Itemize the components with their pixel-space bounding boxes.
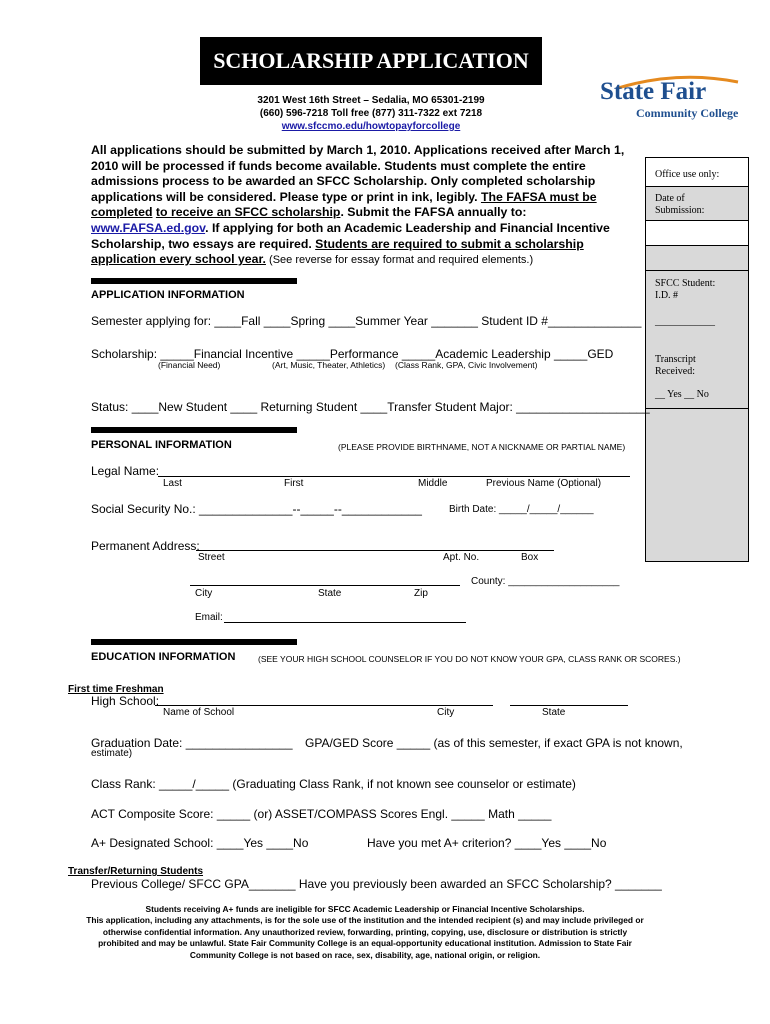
instructions-paragraph — [91, 143, 631, 269]
college-logo — [598, 70, 748, 122]
academic-note: (Class Rank, GPA, Civic Involvement) — [395, 360, 538, 370]
previous-name-label: Previous Name (Optional) — [486, 478, 602, 489]
date-submission-cell — [646, 186, 748, 216]
fafsa-required-text: The FAFSA must be completed — [91, 189, 597, 220]
city-label: City — [195, 588, 213, 599]
transcript-yes-no[interactable]: __ Yes __ No — [655, 389, 709, 400]
section-bar — [91, 639, 297, 645]
sfcc-scholarship-text: to receive an SFCC scholarship — [155, 205, 341, 220]
aplus-notice: Students receiving A+ funds are ineligible for SFCC Academic Leadership or Financial Incentive Scholarships. — [145, 904, 585, 914]
high-school-field[interactable] — [155, 705, 493, 706]
high-school-state-field[interactable] — [510, 705, 628, 706]
legal-name-label: Legal Name: — [91, 464, 160, 478]
college-url-link[interactable]: www.sfccmo.edu/howtopayforcollege — [281, 121, 461, 132]
apt-label: Apt. No. — [443, 552, 480, 563]
financial-need-note: (Financial Need) — [158, 360, 221, 370]
first-time-freshman-heading: First time Freshman — [68, 684, 164, 695]
previous-college-field[interactable]: Previous College/ SFCC GPA_______ Have you previously been awarded an SFCC Scholarship? _______ — [91, 877, 662, 891]
permanent-address-label: Permanent Address: — [91, 539, 200, 553]
intro-text-2: . Submit the FAFSA annually to: — [340, 205, 527, 220]
state-label: State — [318, 588, 342, 599]
personal-heading: PERSONAL INFORMATION — [91, 439, 232, 451]
class-rank-field[interactable]: Class Rank: _____/_____ (Graduating Class Rank, if not known see counselor or estimate) — [91, 777, 576, 791]
address-line: 3201 West 16th Street – Sedalia, MO 65301-2199 — [257, 95, 485, 106]
divider — [646, 270, 748, 272]
email-label: Email: — [195, 612, 223, 623]
divider-2 — [646, 408, 748, 410]
performance-note: (Art, Music, Theater, Athletics) — [272, 360, 386, 370]
zip-label: Zip — [414, 588, 428, 599]
semester-row[interactable]: Semester applying for: ____Fall ____Spring ____Summer Year _______ Student ID #______________ — [91, 314, 642, 328]
email-field[interactable] — [224, 622, 466, 623]
high-school-label: High School: — [91, 694, 160, 708]
every-year-text: Students are required to submit a scholarship application every school year. — [91, 236, 584, 267]
county-field[interactable]: County: ____________________ — [471, 576, 620, 587]
graduation-date-field[interactable]: Graduation Date: ________________ — [91, 736, 293, 750]
ssn-field[interactable]: Social Security No.: ______________--_____--____________ — [91, 502, 422, 516]
birth-date-field[interactable]: Birth Date: _____/_____/______ — [449, 504, 594, 515]
received-label: Received: — [655, 366, 695, 377]
student-id-cell — [646, 276, 748, 327]
transcript-label: Transcript — [655, 354, 696, 365]
id-blank[interactable]: ____________ — [655, 316, 715, 327]
street-label: Street — [198, 552, 225, 563]
office-title: Office use only: — [655, 169, 720, 180]
id-label: I.D. # — [655, 290, 679, 301]
legal-name-field[interactable] — [158, 476, 630, 477]
education-heading: EDUCATION INFORMATION — [91, 651, 236, 663]
transcript-cell — [646, 352, 748, 400]
page-title: SCHOLARSHIP APPLICATION — [200, 37, 542, 85]
date-entry-cell[interactable] — [646, 220, 748, 246]
logo-community-college: Community College — [636, 106, 739, 120]
street-field[interactable] — [196, 550, 554, 551]
counselor-note: (SEE YOUR HIGH SCHOOL COUNSELOR IF YOU DO NOT KNOW YOUR GPA, CLASS RANK OR SCORES.) — [258, 654, 681, 664]
aplus-criterion-field[interactable]: Have you met A+ criterion? ____Yes ____No — [367, 836, 607, 850]
hs-state-label: State — [542, 707, 566, 718]
name-of-school-label: Name of School — [163, 707, 235, 718]
fafsa-link[interactable]: www.FAFSA.ed.gov — [91, 220, 206, 235]
application-heading: APPLICATION INFORMATION — [91, 289, 245, 301]
city-state-zip-field[interactable] — [190, 585, 460, 586]
gpa-field[interactable]: GPA/GED Score _____ (as of this semester, if exact GPA is not known, — [305, 736, 683, 750]
last-label: Last — [163, 478, 182, 489]
office-title-cell — [646, 158, 748, 187]
submission-label: Submission: — [655, 205, 705, 216]
birthname-note: (PLEASE PROVIDE BIRTHNAME, NOT A NICKNAME OR PARTIAL NAME) — [338, 442, 626, 452]
intro-text-3: . If applying for both an Academic Leadership and Financial Incentive Scholarship, two essays are required. — [91, 220, 610, 251]
section-bar — [91, 427, 297, 433]
status-row[interactable]: Status: ____New Student ____ Returning Student ____Transfer Student Major: ____________________ — [91, 400, 650, 414]
scholarship-row[interactable]: Scholarship: _____Financial Incentive _____Performance _____Academic Leadership _____GED — [91, 347, 614, 361]
estimate-text: estimate) — [91, 748, 133, 759]
office-use-box — [645, 157, 749, 562]
date-of-label: Date of — [655, 193, 685, 204]
first-label: First — [284, 478, 304, 489]
intro-text: All applications should be submitted by March 1, 2010. Applications received after March 1, 2010 will be processed if funds become available. Students must complete the entire admissions process to be awarded an SFCC Scholarship. Only completed scholarship applications will be considered. Please type or print in ink, legibly. — [91, 143, 625, 204]
section-bar — [91, 278, 297, 284]
logo-state-fair: State Fair — [600, 78, 707, 105]
confidentiality-notice: This application, including any attachments, is for the sole use of the institution and the intended recipient (s) and may include privileged or otherwise confidential information. Any unauthorized review, forwarding, printing, copying, use, disclosure or distribution is strictly prohibited and may be unlawful. State Fair Community College is an equal-opportunity educational institution. Admission to State Fair Community College is not based on race, sex, disability, age, national origin, or religion. — [86, 915, 644, 960]
act-score-field[interactable]: ACT Composite Score: _____ (or) ASSET/COMPASS Scores Engl. _____ Math _____ — [91, 807, 552, 821]
box-label: Box — [521, 552, 539, 563]
sfcc-student-label: SFCC Student: — [655, 278, 716, 289]
transfer-heading: Transfer/Returning Students — [68, 866, 204, 877]
phone-line: (660) 596-7218 Toll free (877) 311-7322 ext 7218 — [259, 108, 483, 119]
hs-city-label: City — [437, 707, 455, 718]
see-reverse-text: (See reverse for essay format and required elements.) — [265, 254, 534, 267]
middle-label: Middle — [418, 478, 448, 489]
aplus-school-field[interactable]: A+ Designated School: ____Yes ____No — [91, 836, 309, 850]
